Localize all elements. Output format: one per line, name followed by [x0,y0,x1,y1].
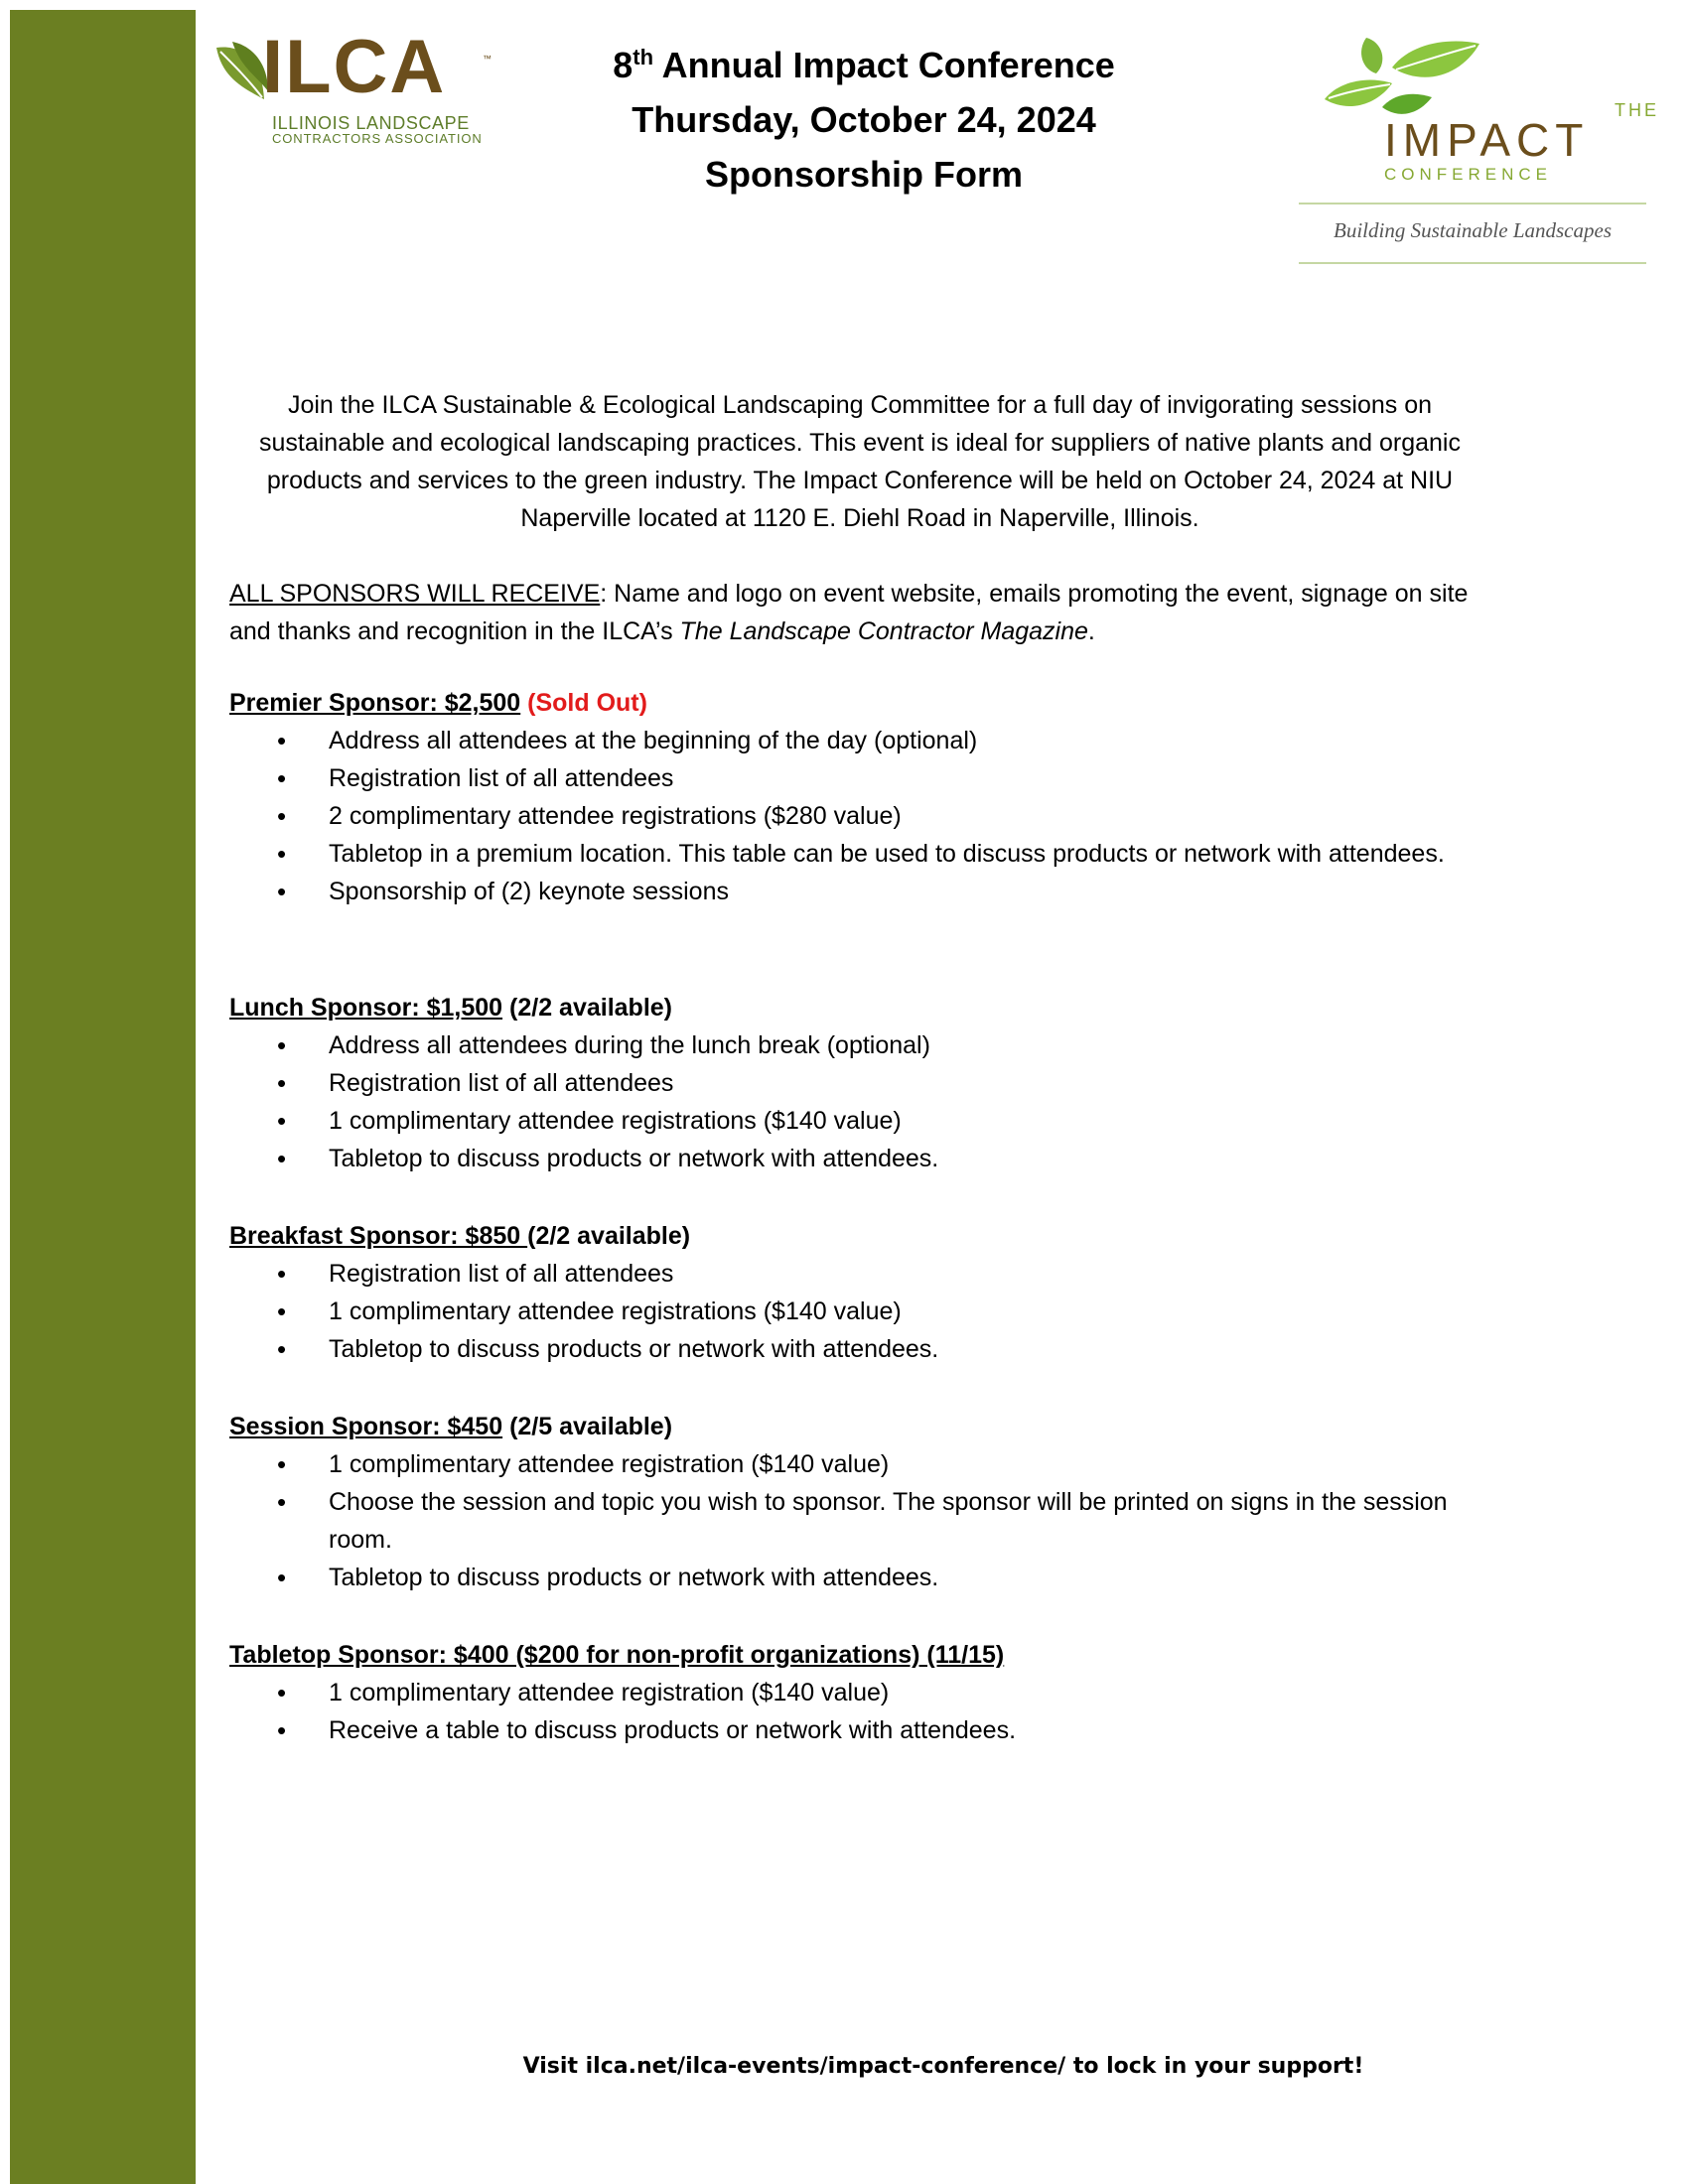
impact-the-label: THE [1615,100,1659,120]
all-sponsors-label: ALL SPONSORS WILL RECEIVE [229,580,601,608]
list-item: • Tabletop to discuss products or network with attendees. [229,1559,1490,1596]
magazine-title: The Landscape Contractor Magazine [679,617,1088,645]
tier-title: Tabletop Sponsor: $400 ($200 for non-profit organizations) (11/15) [229,1641,1005,1669]
premier-sponsor-section [229,684,1490,910]
ilca-wordmark: ILCA [262,25,447,109]
title-line1-text: Annual Impact Conference [653,45,1115,85]
tier-heading [229,1408,1490,1445]
ilca-subtitle-line1: ILLINOIS LANDSCAPE [272,113,470,133]
divider [1299,262,1646,264]
list-item: • Tabletop to discuss products or network with attendees. [229,1140,1490,1177]
footer-call-to-action: Visit ilca.net/ilca-events/impact-conference/ to lock in your support! [522,2054,1364,2079]
all-sponsors-end: . [1087,617,1095,645]
tier-title: Session Sponsor: $450 [229,1413,503,1440]
tier-status: (2/2 available) [527,1222,691,1250]
all-sponsors-paragraph [229,575,1490,650]
breakfast-sponsor-section [229,1217,1490,1368]
list-item: • Tabletop in a premium location. This table can be used to discuss products or network with attendees. [229,835,1490,873]
tier-heading [229,684,1490,722]
tier-title: Breakfast Sponsor: $850 [229,1222,528,1250]
impact-tagline: Building Sustainable Landscapes [1334,218,1612,242]
impact-wordmark: IMPACT [1384,114,1590,166]
list-item: • Sponsorship of (2) keynote sessions [229,873,1490,910]
tabletop-sponsor-section [229,1636,1490,1749]
impact-conference-label: CONFERENCE [1384,165,1553,184]
title-ordinal: 8 [613,45,633,85]
benefit-list [229,1445,1490,1596]
benefit-list [229,1255,1490,1368]
trademark-mark: ™ [483,54,492,64]
list-item: • 1 complimentary attendee registrations ($140 value) [229,1102,1490,1140]
title-line1 [556,38,1172,92]
intro-paragraph: Join the ILCA Sustainable & Ecological Landscaping Committee for a full day of invigorating sessions on sustainable and ecological landscaping practices. This event is ideal for suppliers of native plants and organic products and services to the green industry. The Impact Conference will be held on October 24, 2024 at NIU Naperville located at 1120 E. Diehl Road in Naperville, Illinois. [259,391,1461,532]
title-line2: Thursday, October 24, 2024 [632,99,1096,140]
lunch-sponsor-section [229,989,1490,1177]
impact-conference-logo [1299,28,1659,266]
list-item: • 1 complimentary attendee registration ($140 value) [229,1674,1490,1711]
ilca-logo [211,25,508,147]
benefit-list [229,1026,1490,1177]
list-item: • Registration list of all attendees [229,1064,1490,1102]
benefit-list [229,1674,1490,1749]
list-item: • 2 complimentary attendee registrations ($280 value) [229,797,1490,835]
list-item: • 1 complimentary attendee registrations ($140 value) [229,1293,1490,1330]
page-title [556,38,1172,202]
tier-title: Lunch Sponsor: $1,500 [229,994,503,1022]
list-item: • Choose the session and topic you wish to sponsor. The sponsor will be printed on signs in the session room. [229,1483,1490,1559]
list-item: • Tabletop to discuss products or network with attendees. [229,1330,1490,1368]
title-ordinal-suffix: th [633,45,654,69]
ilca-subtitle-line2: CONTRACTORS ASSOCIATION [272,131,483,146]
list-item: • Registration list of all attendees [229,1255,1490,1293]
benefit-list [229,722,1490,910]
tier-heading [229,1217,1490,1255]
session-sponsor-section [229,1408,1490,1596]
all-sponsors-text: : Name and logo on event website, emails promoting the event, signage on site and thanks and recognition in the ILCA’s [229,580,1469,645]
tier-title: Premier Sponsor: $2,500 [229,689,521,717]
tier-status: (Sold Out) [527,689,647,717]
tier-heading [229,1636,1490,1674]
list-item: • Registration list of all attendees [229,759,1490,797]
divider [1299,203,1646,205]
list-item: • Receive a table to discuss products or network with attendees. [229,1711,1490,1749]
tier-heading [229,989,1490,1026]
list-item: • 1 complimentary attendee registration ($140 value) [229,1445,1490,1483]
list-item: • Address all attendees during the lunch break (optional) [229,1026,1490,1064]
tier-status: (2/5 available) [509,1413,673,1440]
green-sidebar-bar [10,10,196,2184]
tier-status: (2/2 available) [509,994,672,1022]
list-item: • Address all attendees at the beginning of the day (optional) [229,722,1490,759]
title-line3: Sponsorship Form [704,154,1023,195]
